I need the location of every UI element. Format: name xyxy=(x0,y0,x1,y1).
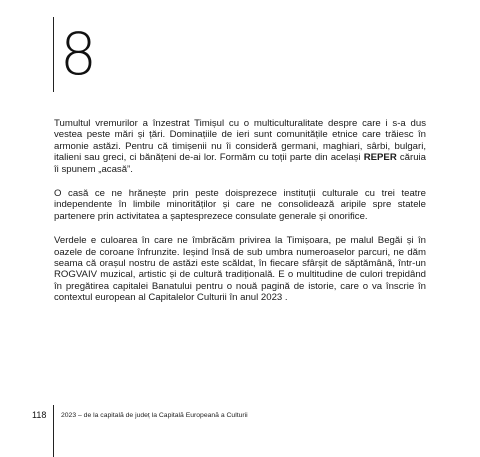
reper-bold-word: REPER xyxy=(363,152,397,164)
running-footer-title: 2023 – de la capitală de județ la Capitală Europeană a Culturii xyxy=(61,412,248,419)
chapter-number: 8 xyxy=(60,20,96,88)
paragraph-2: O casă ce ne hrănește prin peste doisprezece instituții culturale cu trei teatre independente în limbile minorităților și care ne consolidează aripile spre statele partenere prin activitatea a șaptesprezece consulate generale și onorifice. xyxy=(54,188,426,222)
paragraph-1 xyxy=(54,118,426,175)
page-number: 118 xyxy=(32,410,47,420)
top-vertical-rule xyxy=(53,17,54,92)
paragraph-1-text-end: căruia îi spunem „acasă”. xyxy=(54,152,427,175)
footer-vertical-rule xyxy=(53,405,54,457)
paragraph-1-text: Tumultul vremurilor a înzestrat Timișul cu o multiculturalitate despre care i s-a dus vestea peste mări și țări. Dominațiile de ieri sunt comunitățile etnice care trăiesc în armonie astăzi. Pentru că timișenii nu îi consideră germani, maghiari, sârbi, bulgari, italieni sau greci, ci bănățeni de-ai lor. Formăm cu toții parte din același xyxy=(54,118,426,164)
body-text xyxy=(54,118,426,304)
paragraph-3: Verdele e culoarea în care ne îmbrăcăm privirea la Timișoara, pe malul Begăi și în oazele de coroane înfrunzite. Ieșind însă de sub umbra numeroaselor parcuri, ne dăm seama că orașul nostru de astăzi este scăldat, în fiecare sfârșit de săptămână, într-un ROGVAIV muzical, artistic și de cultură tradițională. E o multitudine de culori trepidând în pregătirea capitalei Banatului pentru o nouă pagină de istorie, care o va înscrie în contextul european al Capitalelor Culturii în anul 2023 . xyxy=(54,235,426,304)
